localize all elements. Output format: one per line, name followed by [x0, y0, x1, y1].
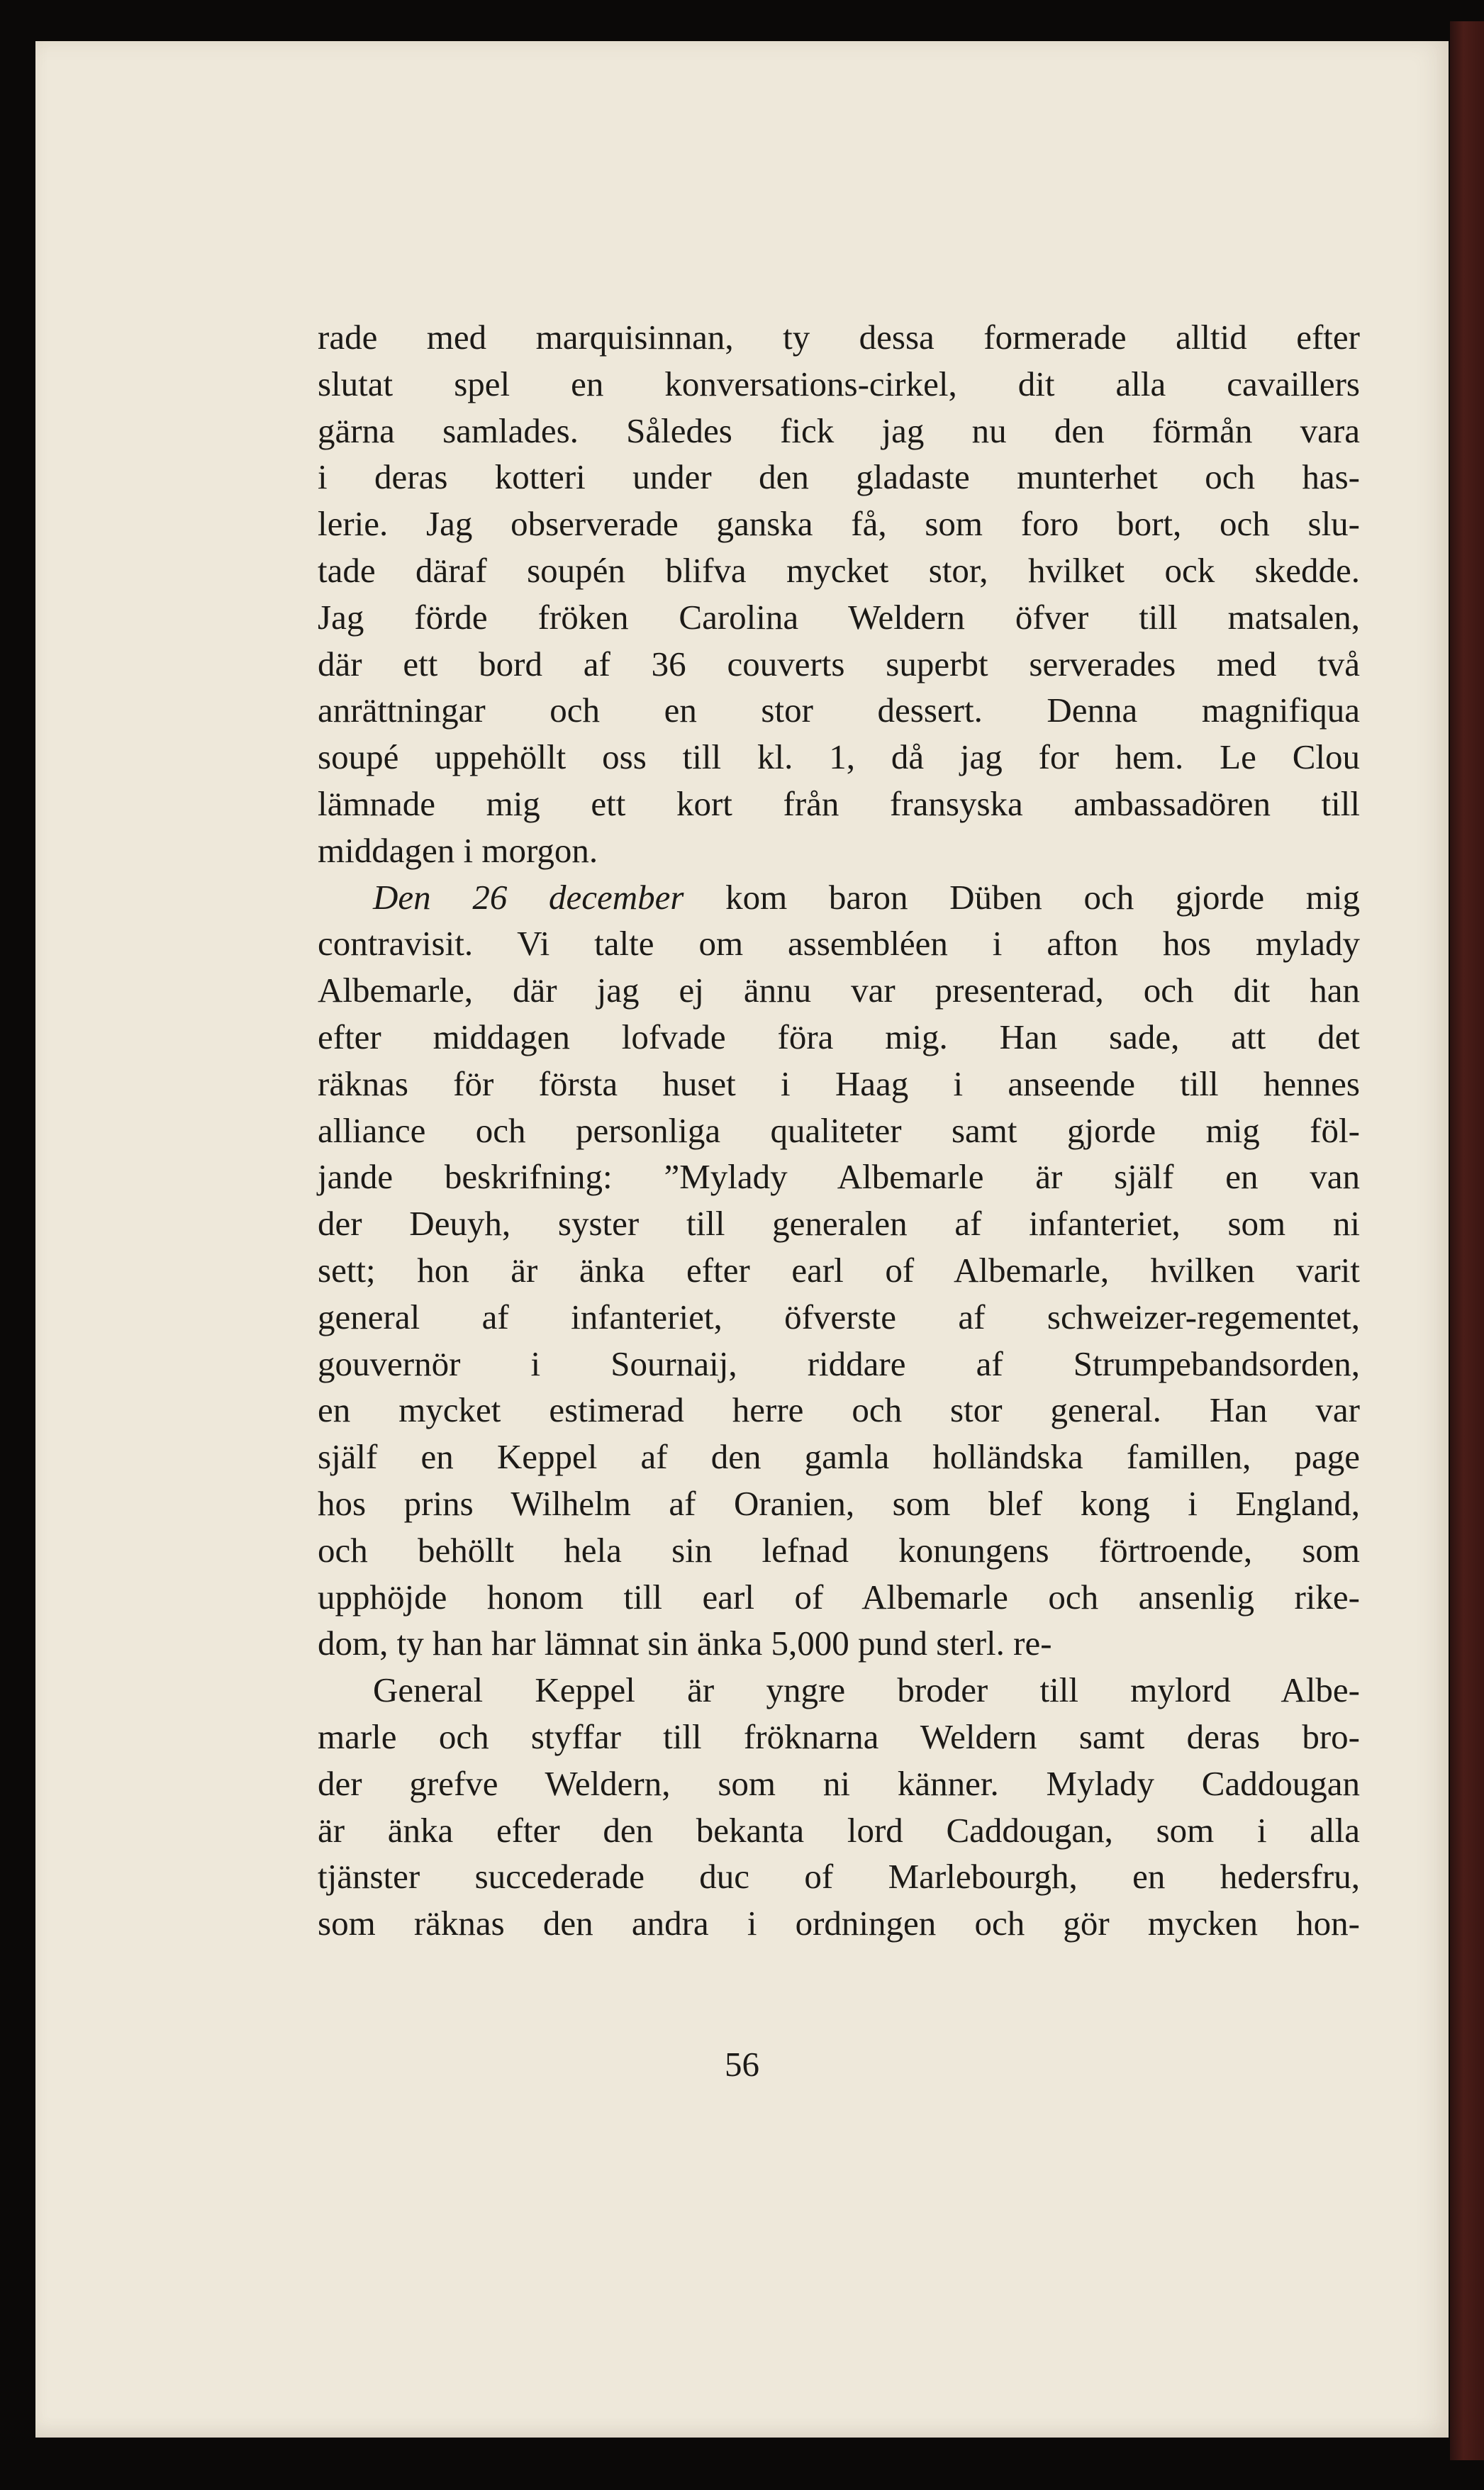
text-line: anrättningar och en stor dessert. Denna magnifiqua — [318, 691, 1360, 730]
text-line: i deras kotteri under den gladaste munterhet och has- — [318, 457, 1360, 497]
text-line: tade däraf soupén blifva mycket stor, hvilket ock skedde. — [318, 550, 1360, 590]
text-line: Jag förde fröken Carolina Weldern öfver till matsalen, — [318, 597, 1360, 637]
text-line: och behöllt hela sin lefnad konungens förtroende, som — [318, 1530, 1360, 1570]
text-fragment: kom baron Düben och gjorde mig — [684, 877, 1360, 917]
text-line: sett; hon är änka efter earl of Albemarle, hvilken varit — [318, 1250, 1360, 1290]
text-line: lerie. Jag observerade ganska få, som foro bort, och slu- — [318, 504, 1360, 544]
text-line-with-date — [318, 874, 1360, 921]
text-line: gärna samlades. Således fick jag nu den förmån vara — [318, 411, 1360, 450]
text-line: tjänster succederade duc of Marlebourgh, en hedersfru, — [318, 1857, 1360, 1897]
text-line: är änka efter den bekanta lord Caddougan, som i alla — [318, 1810, 1360, 1850]
text-line: dom, ty han har lämnat sin änka 5,000 pund sterl. re- — [318, 1624, 1052, 1663]
text-line: lämnade mig ett kort från fransyska ambassadören till — [318, 783, 1360, 823]
text-line: middagen i morgon. — [318, 830, 598, 870]
text-line: där ett bord af 36 couverts superbt serverades med två — [318, 644, 1360, 683]
text-line: själf en Keppel af den gamla holländska famillen, page — [318, 1437, 1360, 1477]
text-line: Albemarle, där jag ej ännu var presenterad, och dit han — [318, 971, 1360, 1010]
text-line: räknas för första huset i Haag i anseende till hennes — [318, 1063, 1360, 1103]
diary-date: Den 26 december — [373, 877, 684, 917]
text-line: alliance och personliga qualiteter samt gjorde mig föl- — [318, 1110, 1360, 1150]
text-line: marle och styffar till fröknarna Weldern samt deras bro- — [318, 1716, 1360, 1756]
text-line: soupé uppehöllt oss till kl. 1, då jag for hem. Le Clou — [318, 737, 1360, 777]
page-sheet — [35, 41, 1449, 2438]
text-line: der grefve Weldern, som ni känner. Mylady Caddougan — [318, 1763, 1360, 1803]
text-line: rade med marquisinnan, ty dessa formerade alltid efter — [318, 318, 1360, 357]
paragraph-1 — [318, 314, 1360, 874]
paragraph-2 — [318, 874, 1360, 1668]
text-line: jande beskrifning: ”Mylady Albemarle är själf en van — [318, 1157, 1360, 1197]
book-spine-edge — [1450, 21, 1484, 2460]
text-line: hos prins Wilhelm af Oranien, som blef kong i England, — [318, 1483, 1360, 1523]
paragraph-3 — [318, 1667, 1360, 1947]
text-line: som räknas den andra i ordningen och gör mycken hon- — [318, 1904, 1360, 1943]
body-text — [318, 314, 1360, 1947]
page-number: 56 — [725, 2045, 759, 2084]
text-line: General Keppel är yngre broder till mylord Albe- — [373, 1670, 1360, 1710]
text-line: upphöjde honom till earl of Albemarle och ansenlig rike- — [318, 1577, 1360, 1617]
text-line: der Deuyh, syster till generalen af infanteriet, som ni — [318, 1204, 1360, 1244]
text-line: gouvernör i Sournaij, riddare af Strumpebandsorden, — [318, 1344, 1360, 1383]
text-line: slutat spel en konversations-cirkel, dit alla cavaillers — [318, 364, 1360, 403]
text-line: efter middagen lofvade föra mig. Han sade, att det — [318, 1017, 1360, 1056]
text-line: general af infanteriet, öfverste af schweizer-regementet, — [318, 1297, 1360, 1336]
text-line: en mycket estimerad herre och stor general. Han var — [318, 1390, 1360, 1430]
text-line: contravisit. Vi talte om assembléen i afton hos mylady — [318, 924, 1360, 964]
